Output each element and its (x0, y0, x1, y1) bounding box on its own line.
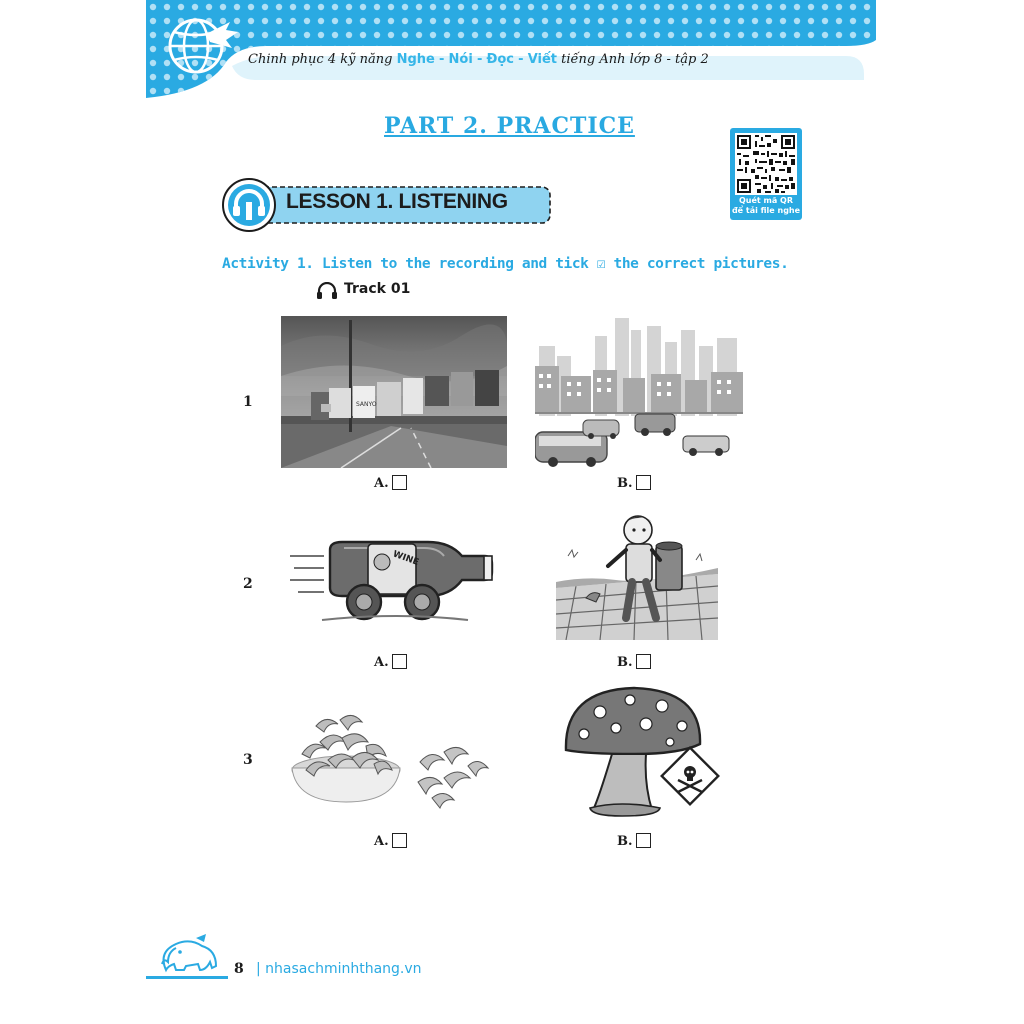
header-title-prefix: Chinh phục 4 kỹ năng (248, 52, 393, 67)
q2-option-b-checkbox[interactable] (636, 654, 651, 669)
q1-a-billboard-1-text: SANYO (356, 401, 377, 408)
q3-picture-b-poisonous-mushroom[interactable] (560, 684, 722, 830)
lesson-title: LESSON 1. LISTENING (286, 190, 508, 213)
header-skill-writing: Viết (527, 52, 558, 67)
qr-caption-line-1: Quét mã QR (738, 196, 793, 205)
q1-option-b-label: B. (617, 476, 633, 491)
q3-option-b-label: B. (617, 834, 633, 849)
q2-option-b[interactable] (617, 654, 651, 670)
q2-a-bottle-label-text: WINE (391, 549, 421, 568)
q3-option-b[interactable] (617, 833, 651, 849)
q3-option-a[interactable] (374, 833, 407, 849)
qr-caption (730, 196, 802, 216)
elephant-mascot-icon (146, 932, 228, 982)
page-number: 8 (234, 961, 244, 977)
header-separator: - (476, 52, 483, 67)
footer-website[interactable] (256, 961, 422, 977)
q2-option-a[interactable] (374, 654, 407, 670)
q1-option-b-checkbox[interactable] (636, 475, 651, 490)
footer-website-link[interactable]: nhasachminhthang.vn (265, 961, 422, 977)
q2-picture-a-bottle-car[interactable] (288, 530, 498, 630)
q2-picture-b-man-littering[interactable] (556, 510, 718, 640)
q3-picture-a-cashew-nuts[interactable] (280, 690, 508, 826)
qr-code-icon[interactable] (735, 133, 797, 195)
activity-instruction: Activity 1. Listen to the recording and tick ☑ the correct pictures. (222, 256, 789, 272)
q1-option-a-checkbox[interactable] (392, 475, 407, 490)
header-banner (146, 0, 876, 100)
footer-separator: | (256, 961, 261, 977)
q2-option-a-label: A. (374, 655, 389, 670)
qr-caption-line-2: để tải file nghe (731, 206, 801, 215)
header-skill-reading: Đọc (486, 52, 515, 67)
q3-option-a-checkbox[interactable] (392, 833, 407, 848)
q1-picture-b-city-traffic[interactable] (535, 316, 743, 468)
q3-option-a-label: A. (374, 834, 389, 849)
question-number-1: 1 (243, 394, 253, 410)
header-title-suffix: tiếng Anh lớp 8 - tập 2 (561, 52, 709, 67)
q1-picture-a-highway[interactable] (281, 316, 507, 468)
q2-option-a-checkbox[interactable] (392, 654, 407, 669)
part-title: PART 2. PRACTICE (384, 113, 635, 139)
header-skill-speaking: Nói (448, 52, 473, 67)
header-separator: - (438, 52, 445, 67)
question-number-2: 2 (243, 576, 253, 592)
track-label[interactable]: Track 01 (344, 281, 411, 297)
headphones-icon[interactable] (316, 282, 338, 300)
q2-option-b-label: B. (617, 655, 633, 670)
header-title (248, 52, 709, 67)
q1-option-a[interactable] (374, 475, 407, 491)
q3-option-b-checkbox[interactable] (636, 833, 651, 848)
q1-option-b[interactable] (617, 475, 651, 491)
header-separator: - (518, 52, 524, 67)
question-number-3: 3 (243, 752, 253, 768)
header-skill-listening: Nghe (396, 52, 435, 67)
qr-code-panel[interactable] (730, 128, 802, 220)
q1-option-a-label: A. (374, 476, 389, 491)
